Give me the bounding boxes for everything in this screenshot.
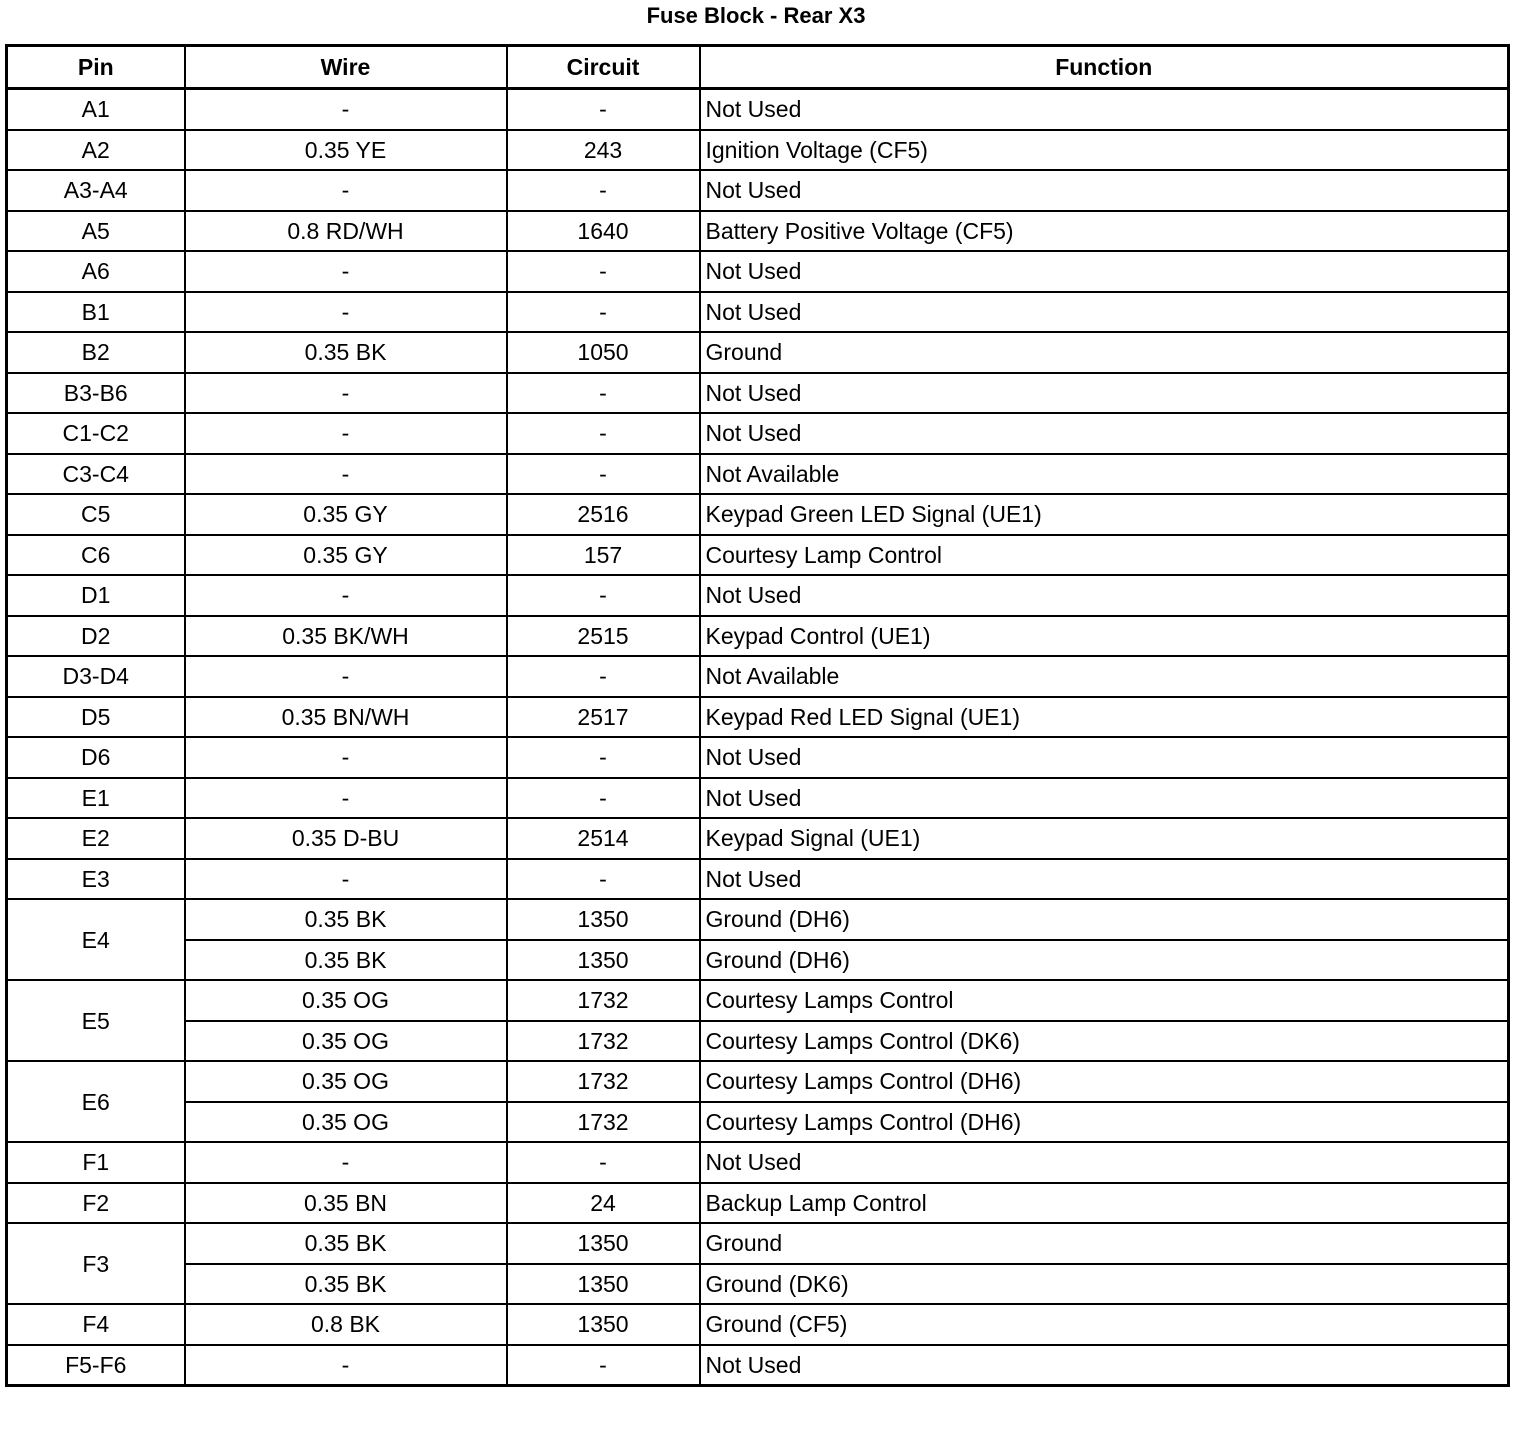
pin-cell: A6 bbox=[7, 251, 185, 292]
function-cell: Not Used bbox=[700, 170, 1509, 211]
wire-cell: 0.35 BK/WH bbox=[185, 616, 507, 657]
header-wire: Wire bbox=[185, 46, 507, 89]
wire-cell: 0.35 BK bbox=[185, 1264, 507, 1305]
function-cell: Ground (CF5) bbox=[700, 1304, 1509, 1345]
pin-cell: E2 bbox=[7, 818, 185, 859]
table-row bbox=[7, 332, 1509, 373]
pin-cell: A1 bbox=[7, 89, 185, 130]
table-row bbox=[7, 292, 1509, 333]
pin-cell: E1 bbox=[7, 778, 185, 819]
table-row bbox=[7, 616, 1509, 657]
wire-cell: - bbox=[185, 251, 507, 292]
table-row bbox=[7, 1223, 1509, 1264]
circuit-cell: 1350 bbox=[507, 940, 700, 981]
wire-cell: - bbox=[185, 454, 507, 495]
table-row bbox=[7, 1061, 1509, 1102]
function-cell: Courtesy Lamps Control bbox=[700, 980, 1509, 1021]
wire-cell: 0.35 OG bbox=[185, 980, 507, 1021]
wire-cell: 0.35 OG bbox=[185, 1021, 507, 1062]
table-row bbox=[7, 1304, 1509, 1345]
table-row bbox=[7, 778, 1509, 819]
circuit-cell: 1732 bbox=[507, 1021, 700, 1062]
table-row bbox=[7, 1142, 1509, 1183]
circuit-cell: - bbox=[507, 1142, 700, 1183]
table-row bbox=[7, 575, 1509, 616]
table-row bbox=[7, 89, 1509, 130]
circuit-cell: - bbox=[507, 454, 700, 495]
table-row bbox=[7, 737, 1509, 778]
function-cell: Not Used bbox=[700, 737, 1509, 778]
wire-cell: 0.35 BK bbox=[185, 940, 507, 981]
wire-cell: 0.35 GY bbox=[185, 535, 507, 576]
circuit-cell: 1640 bbox=[507, 211, 700, 252]
function-cell: Not Used bbox=[700, 292, 1509, 333]
circuit-cell: - bbox=[507, 859, 700, 900]
table-row bbox=[7, 413, 1509, 454]
wire-cell: - bbox=[185, 778, 507, 819]
function-cell: Courtesy Lamps Control (DH6) bbox=[700, 1061, 1509, 1102]
circuit-cell: 157 bbox=[507, 535, 700, 576]
wire-cell: - bbox=[185, 1142, 507, 1183]
circuit-cell: 2514 bbox=[507, 818, 700, 859]
wire-cell: - bbox=[185, 656, 507, 697]
pin-cell: C5 bbox=[7, 494, 185, 535]
circuit-cell: - bbox=[507, 413, 700, 454]
circuit-cell: 1350 bbox=[507, 1223, 700, 1264]
pin-cell: E5 bbox=[7, 980, 185, 1061]
table-row bbox=[7, 373, 1509, 414]
function-cell: Not Available bbox=[700, 454, 1509, 495]
table-title: Fuse Block - Rear X3 bbox=[646, 3, 866, 28]
table-row bbox=[7, 656, 1509, 697]
function-cell: Ground (DH6) bbox=[700, 940, 1509, 981]
wire-cell: - bbox=[185, 859, 507, 900]
function-cell: Keypad Signal (UE1) bbox=[700, 818, 1509, 859]
pin-cell: D5 bbox=[7, 697, 185, 738]
circuit-cell: - bbox=[507, 778, 700, 819]
function-cell: Keypad Green LED Signal (UE1) bbox=[700, 494, 1509, 535]
circuit-cell: - bbox=[507, 1345, 700, 1386]
pin-cell: F2 bbox=[7, 1183, 185, 1224]
wire-cell: 0.8 BK bbox=[185, 1304, 507, 1345]
wire-cell: - bbox=[185, 170, 507, 211]
circuit-cell: 1732 bbox=[507, 1102, 700, 1143]
function-cell: Ignition Voltage (CF5) bbox=[700, 130, 1509, 171]
pin-cell: A2 bbox=[7, 130, 185, 171]
circuit-cell: 243 bbox=[507, 130, 700, 171]
pin-cell: E6 bbox=[7, 1061, 185, 1142]
function-cell: Courtesy Lamps Control (DK6) bbox=[700, 1021, 1509, 1062]
pin-cell: C6 bbox=[7, 535, 185, 576]
circuit-cell: 1732 bbox=[507, 1061, 700, 1102]
table-row bbox=[7, 494, 1509, 535]
circuit-cell: 2515 bbox=[507, 616, 700, 657]
pin-cell: D3-D4 bbox=[7, 656, 185, 697]
function-cell: Keypad Control (UE1) bbox=[700, 616, 1509, 657]
table-row bbox=[7, 818, 1509, 859]
function-cell: Not Available bbox=[700, 656, 1509, 697]
wire-cell: 0.8 RD/WH bbox=[185, 211, 507, 252]
table-row bbox=[7, 170, 1509, 211]
function-cell: Not Used bbox=[700, 89, 1509, 130]
function-cell: Courtesy Lamp Control bbox=[700, 535, 1509, 576]
pin-cell: F5-F6 bbox=[7, 1345, 185, 1386]
pin-cell: B3-B6 bbox=[7, 373, 185, 414]
function-cell: Not Used bbox=[700, 1345, 1509, 1386]
table-row bbox=[7, 130, 1509, 171]
wire-cell: - bbox=[185, 575, 507, 616]
pin-cell: A3-A4 bbox=[7, 170, 185, 211]
function-cell: Not Used bbox=[700, 575, 1509, 616]
wire-cell: 0.35 GY bbox=[185, 494, 507, 535]
wire-cell: 0.35 BK bbox=[185, 899, 507, 940]
function-cell: Not Used bbox=[700, 373, 1509, 414]
table-body bbox=[7, 89, 1509, 1386]
pin-cell: D6 bbox=[7, 737, 185, 778]
circuit-cell: - bbox=[507, 575, 700, 616]
table-row bbox=[7, 1102, 1509, 1143]
pin-cell: D1 bbox=[7, 575, 185, 616]
wire-cell: - bbox=[185, 413, 507, 454]
function-cell: Courtesy Lamps Control (DH6) bbox=[700, 1102, 1509, 1143]
circuit-cell: 24 bbox=[507, 1183, 700, 1224]
function-cell: Not Used bbox=[700, 778, 1509, 819]
wire-cell: 0.35 BK bbox=[185, 1223, 507, 1264]
table-header bbox=[7, 46, 1509, 89]
circuit-cell: 1050 bbox=[507, 332, 700, 373]
circuit-cell: - bbox=[507, 292, 700, 333]
table-row bbox=[7, 251, 1509, 292]
wire-cell: - bbox=[185, 373, 507, 414]
function-cell: Not Used bbox=[700, 859, 1509, 900]
wire-cell: 0.35 BN/WH bbox=[185, 697, 507, 738]
table-row bbox=[7, 1183, 1509, 1224]
table-row bbox=[7, 980, 1509, 1021]
pin-cell: B1 bbox=[7, 292, 185, 333]
table-row bbox=[7, 1345, 1509, 1386]
pin-cell: C3-C4 bbox=[7, 454, 185, 495]
wire-cell: 0.35 D-BU bbox=[185, 818, 507, 859]
function-cell: Not Used bbox=[700, 413, 1509, 454]
function-cell: Battery Positive Voltage (CF5) bbox=[700, 211, 1509, 252]
table-row bbox=[7, 697, 1509, 738]
wire-cell: - bbox=[185, 89, 507, 130]
pin-cell: B2 bbox=[7, 332, 185, 373]
table-row bbox=[7, 454, 1509, 495]
circuit-cell: - bbox=[507, 170, 700, 211]
circuit-cell: - bbox=[507, 656, 700, 697]
table-row bbox=[7, 211, 1509, 252]
function-cell: Keypad Red LED Signal (UE1) bbox=[700, 697, 1509, 738]
table-row bbox=[7, 1021, 1509, 1062]
wire-cell: - bbox=[185, 1345, 507, 1386]
wire-cell: 0.35 OG bbox=[185, 1061, 507, 1102]
function-cell: Ground bbox=[700, 332, 1509, 373]
wire-cell: 0.35 YE bbox=[185, 130, 507, 171]
header-function: Function bbox=[700, 46, 1509, 89]
header-circuit: Circuit bbox=[507, 46, 700, 89]
function-cell: Ground bbox=[700, 1223, 1509, 1264]
wire-cell: 0.35 OG bbox=[185, 1102, 507, 1143]
pin-table bbox=[5, 44, 1510, 1387]
table-row bbox=[7, 859, 1509, 900]
table-row bbox=[7, 940, 1509, 981]
circuit-cell: 1350 bbox=[507, 1264, 700, 1305]
wire-cell: - bbox=[185, 737, 507, 778]
circuit-cell: 1732 bbox=[507, 980, 700, 1021]
wire-cell: 0.35 BK bbox=[185, 332, 507, 373]
circuit-cell: - bbox=[507, 373, 700, 414]
circuit-cell: - bbox=[507, 737, 700, 778]
circuit-cell: 1350 bbox=[507, 899, 700, 940]
pin-cell: F4 bbox=[7, 1304, 185, 1345]
pin-cell: F3 bbox=[7, 1223, 185, 1304]
header-row bbox=[7, 46, 1509, 89]
circuit-cell: 1350 bbox=[507, 1304, 700, 1345]
circuit-cell: 2517 bbox=[507, 697, 700, 738]
pin-cell: E4 bbox=[7, 899, 185, 980]
circuit-cell: - bbox=[507, 89, 700, 130]
pin-cell: F1 bbox=[7, 1142, 185, 1183]
pin-cell: A5 bbox=[7, 211, 185, 252]
wire-cell: - bbox=[185, 292, 507, 333]
function-cell: Ground (DH6) bbox=[700, 899, 1509, 940]
function-cell: Ground (DK6) bbox=[700, 1264, 1509, 1305]
function-cell: Not Used bbox=[700, 251, 1509, 292]
pin-cell: D2 bbox=[7, 616, 185, 657]
header-pin: Pin bbox=[7, 46, 185, 89]
table-row bbox=[7, 1264, 1509, 1305]
table-row bbox=[7, 535, 1509, 576]
wire-cell: 0.35 BN bbox=[185, 1183, 507, 1224]
pin-cell: E3 bbox=[7, 859, 185, 900]
table-row bbox=[7, 899, 1509, 940]
pin-cell: C1-C2 bbox=[7, 413, 185, 454]
function-cell: Not Used bbox=[700, 1142, 1509, 1183]
circuit-cell: - bbox=[507, 251, 700, 292]
circuit-cell: 2516 bbox=[507, 494, 700, 535]
function-cell: Backup Lamp Control bbox=[700, 1183, 1509, 1224]
